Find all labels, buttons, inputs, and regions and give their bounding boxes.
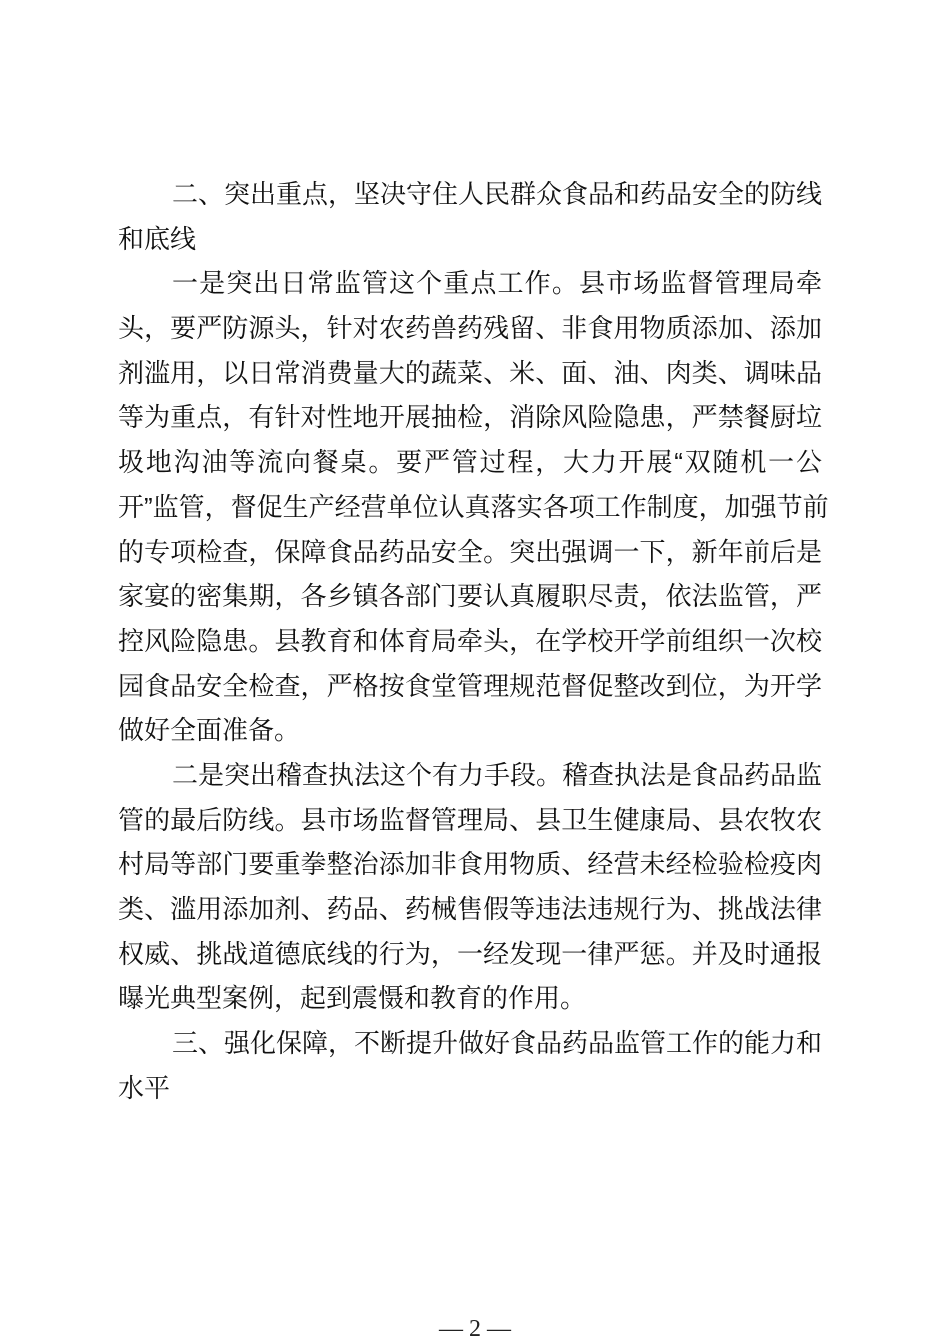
text-line: 的专项检查，保障食品药品安全。突出强调一下，新年前后是 — [118, 536, 822, 567]
text-line: 管的最后防线。县市场监督管理局、县卫生健康局、县农牧农 — [118, 804, 822, 835]
text-line: 权威、挑战道德底线的行为，一经发现一律严惩。并及时通报 — [118, 938, 822, 969]
text-line: 水平 — [118, 1072, 171, 1103]
paragraph — [118, 753, 822, 1021]
text-line: 头，要严防源头，针对农药兽药残留、非食用物质添加、添加 — [118, 313, 822, 344]
section-heading — [118, 1021, 822, 1110]
document-body — [118, 172, 829, 1110]
text-line: 等为重点，有针对性地开展抽检，消除风险隐患，严禁餐厨垃 — [118, 402, 822, 433]
text-line: 类、滥用添加剂、药品、药械售假等违法违规行为、挑战法律 — [118, 894, 822, 924]
text-line: 家宴的密集期，各乡镇各部门要认真履职尽责，依法监管，严 — [118, 581, 822, 612]
text-line: 曝光典型案例，起到震慑和教育的作用。 — [118, 983, 587, 1014]
page-number: — 2 — — [439, 1316, 511, 1342]
text-line: 三、强化保障，不断提升做好食品药品监管工作的能力和 — [172, 1028, 823, 1059]
paragraph — [118, 261, 829, 753]
text-line: 和底线 — [118, 223, 197, 254]
text-line: 剂滥用，以日常消费量大的蔬菜、米、面、油、肉类、调味品 — [118, 357, 822, 388]
text-line: 园食品安全检查，严格按食堂管理规范督促整改到位，为开学 — [118, 670, 822, 701]
text-line: 二是突出稽查执法这个有力手段。稽查执法是食品药品监 — [172, 759, 823, 790]
text-line: 做好全面准备。 — [118, 715, 301, 746]
text-line: 圾地沟油等流向餐桌。要严管过程，大力开展“双随机一公 — [118, 447, 822, 478]
text-line: 村局等部门要重拳整治添加非食用物质、经营未经检验检疫肉 — [118, 849, 822, 880]
section-heading — [118, 172, 822, 261]
text-line: 一是突出日常监管这个重点工作。县市场监督管理局牵 — [172, 268, 822, 299]
text-line: 控风险隐患。县教育和体育局牵头，在学校开学前组织一次校 — [118, 625, 822, 656]
text-line: 开”监管，督促生产经营单位认真落实各项工作制度，加强节前 — [118, 491, 829, 522]
text-line: 二、突出重点，坚决守住人民群众食品和药品安全的防线 — [172, 179, 823, 209]
